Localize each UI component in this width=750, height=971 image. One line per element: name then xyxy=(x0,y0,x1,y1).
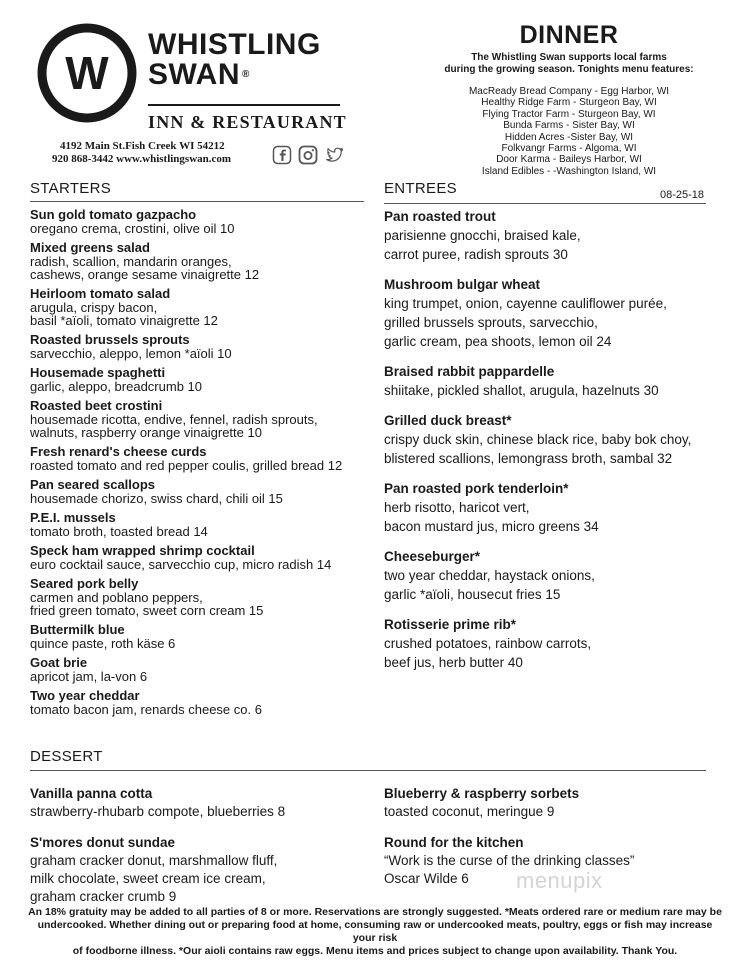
menu-item xyxy=(30,689,370,716)
item-title: Blueberry & raspberry sorbets xyxy=(384,786,580,801)
menu-item xyxy=(30,785,370,821)
brand-divider xyxy=(148,104,340,106)
item-desc: graham cracker crumb 9 xyxy=(30,889,177,904)
farm-item: Hidden Acres -Sister Bay, WI xyxy=(504,131,634,143)
twitter-icon[interactable] xyxy=(324,145,344,165)
item-title: Braised rabbit pappardelle xyxy=(384,364,555,379)
registered-mark: ® xyxy=(242,69,250,80)
dinner-intro-line2: during the growing season. Tonights menu features: xyxy=(444,64,694,75)
menu-item xyxy=(30,241,370,281)
menu-item xyxy=(30,577,370,617)
item-desc: cashews, orange sesame vinaigrette 12 xyxy=(30,267,260,282)
menu-item xyxy=(384,363,724,400)
item-desc: oregano crema, crostini, olive oil 10 xyxy=(30,221,235,236)
item-desc: basil *aïoli, tomato vinaigrette 12 xyxy=(30,313,218,328)
menu-item xyxy=(384,412,724,468)
item-desc: sarvecchio, aleppo, lemon *aïoli 10 xyxy=(30,346,232,361)
item-desc: housemade ricotta, endive, fennel, radish sprouts, xyxy=(30,412,318,427)
dessert-list-left xyxy=(30,785,370,919)
brand-name xyxy=(148,30,321,90)
item-desc: parisienne gnocchi, braised kale, xyxy=(384,228,581,243)
footer-line: undercooked. Whether dining out or preparing food at home, consuming raw or undercooked meats, poultry, eggs or fish may increase your risk xyxy=(37,919,713,944)
entrees-divider xyxy=(384,203,706,204)
dinner-title: DINNER xyxy=(519,21,619,49)
item-desc: walnuts, raspberry orange vinaigrette 10 xyxy=(30,425,262,440)
item-desc: housemade chorizo, swiss chard, chili oil 15 xyxy=(30,491,283,506)
menu-item xyxy=(30,478,370,505)
menu-item xyxy=(384,616,724,672)
dinner-info xyxy=(404,20,734,177)
farm-item: Island Edibles - -Washington Island, WI xyxy=(481,165,657,177)
menu-item xyxy=(30,623,370,650)
farm-item: Flying Tractor Farm - Sturgeon Bay, WI xyxy=(482,108,656,120)
item-title: Goat brie xyxy=(30,655,88,670)
item-title: Two year cheddar xyxy=(30,688,140,703)
item-desc: grilled brussels sprouts, sarvecchio, xyxy=(384,315,598,330)
menu-item xyxy=(30,511,370,538)
menu-item xyxy=(30,287,370,327)
item-desc: strawberry-rhubarb compote, blueberries 8 xyxy=(30,804,286,819)
item-title: Sun gold tomato gazpacho xyxy=(30,207,197,222)
item-title: Buttermilk blue xyxy=(30,622,125,637)
menu-item xyxy=(30,544,370,571)
menu-item xyxy=(30,656,370,683)
menu-item xyxy=(30,445,370,472)
footer-line: An 18% gratuity may be added to all parties of 8 or more. Reservations are strongly suggested. *Meats ordered rare or medium rare may be xyxy=(28,906,722,918)
brand-name-line1: WHISTLING xyxy=(148,28,321,61)
item-desc: quince paste, roth käse 6 xyxy=(30,636,176,651)
item-desc: carmen and poblano peppers, xyxy=(30,590,203,605)
menu-item xyxy=(384,480,724,536)
menu-item xyxy=(30,208,370,235)
menu-item xyxy=(30,333,370,360)
item-title: Pan roasted trout xyxy=(384,209,496,224)
item-title: Roasted brussels sprouts xyxy=(30,332,190,347)
starters-list xyxy=(30,208,370,722)
item-desc: milk chocolate, sweet cream ice cream, xyxy=(30,871,266,886)
farm-item: Folkvangr Farms - Algoma, WI xyxy=(501,143,637,155)
menu-item xyxy=(384,785,724,821)
item-desc: carrot puree, radish sprouts 30 xyxy=(384,247,568,262)
item-desc: toasted coconut, meringue 9 xyxy=(384,804,555,819)
item-desc: garlic, aleppo, breadcrumb 10 xyxy=(30,379,202,394)
menu-date: 08-25-18 xyxy=(659,189,704,201)
address: 4192 Main St.Fish Creek WI 54212 xyxy=(60,140,225,152)
instagram-icon[interactable] xyxy=(298,145,318,165)
item-title: Round for the kitchen xyxy=(384,835,524,850)
entrees-list xyxy=(384,208,724,684)
menu-item xyxy=(384,208,724,264)
item-title: Rotisserie prime rib* xyxy=(384,617,517,632)
item-desc: euro cocktail sauce, sarvecchio cup, micro radish 14 xyxy=(30,557,332,572)
brand-name-line2: SWAN ® xyxy=(148,58,250,91)
item-title: Cheeseburger* xyxy=(384,549,481,564)
item-title: S'mores donut sundae xyxy=(30,835,175,850)
logo-letter: W xyxy=(65,47,109,99)
item-desc: fried green tomato, sweet corn cream 15 xyxy=(30,603,264,618)
item-desc: radish, scallion, mandarin oranges, xyxy=(30,254,232,269)
item-title: Mushroom bulgar wheat xyxy=(384,277,541,292)
item-desc: crispy duck skin, chinese black rice, baby bok choy, xyxy=(384,432,692,447)
menu-item xyxy=(30,834,370,906)
watermark: menupix xyxy=(516,868,603,893)
item-desc: apricot jam, la-von 6 xyxy=(30,669,148,684)
item-desc: beef jus, herb butter 40 xyxy=(384,655,523,670)
item-desc: tomato broth, toasted bread 14 xyxy=(30,524,208,539)
item-desc: arugula, crispy bacon, xyxy=(30,300,158,315)
item-desc: graham cracker donut, marshmallow fluff, xyxy=(30,853,278,868)
menu-item xyxy=(30,366,370,393)
item-desc: herb risotto, haricot vert, xyxy=(384,500,530,515)
item-title: Vanilla panna cotta xyxy=(30,786,153,801)
footer-notice xyxy=(28,906,722,958)
farm-item: MacReady Bread Company - Egg Harbor, WI xyxy=(468,86,670,97)
item-title: Pan roasted pork tenderloin* xyxy=(384,481,569,496)
farm-item: Bunda Farms - Sister Bay, WI xyxy=(503,120,635,132)
social-icons xyxy=(272,145,344,165)
item-title: Roasted beet crostini xyxy=(30,398,163,413)
farm-item: Door Karma - Baileys Harbor, WI xyxy=(496,154,642,166)
dessert-divider xyxy=(30,770,706,771)
dinner-intro-line1: The Whistling Swan supports local farms xyxy=(471,52,667,63)
dessert-heading: DESSERT xyxy=(30,748,103,765)
item-desc: king trumpet, onion, cayenne cauliflower purée, xyxy=(384,296,667,311)
item-desc: bacon mustard jus, micro greens 34 xyxy=(384,519,599,534)
item-title: Heirloom tomato salad xyxy=(30,286,171,301)
starters-heading: STARTERS xyxy=(30,180,112,197)
item-title: Mixed greens salad xyxy=(30,240,150,255)
menu-item xyxy=(30,399,370,439)
item-desc: Oscar Wilde 6 xyxy=(384,871,469,886)
menu-item xyxy=(384,276,724,351)
starters-divider xyxy=(30,201,364,202)
item-desc: blistered scallions, lemongrass broth, sambal 32 xyxy=(384,451,673,466)
dinner-intro xyxy=(404,52,734,76)
item-desc: “Work is the curse of the drinking classes” xyxy=(384,853,635,868)
item-title: Pan seared scallops xyxy=(30,477,156,492)
item-title: Speck ham wrapped shrimp cocktail xyxy=(30,543,255,558)
facebook-icon[interactable] xyxy=(272,145,292,165)
farm-item: Healthy Ridge Farm - Sturgeon Bay, WI xyxy=(481,97,657,109)
item-desc: two year cheddar, haystack onions, xyxy=(384,568,595,583)
contact-info xyxy=(52,140,231,166)
item-desc: crushed potatoes, rainbow carrots, xyxy=(384,636,592,651)
item-desc: shiitake, pickled shallot, arugula, hazelnuts 30 xyxy=(384,383,659,398)
item-title: P.E.I. mussels xyxy=(30,510,116,525)
phone-website: 920 868-3442 www.whistlingswan.com xyxy=(52,153,232,165)
item-title: Grilled duck breast* xyxy=(384,413,512,428)
menu-item xyxy=(384,548,724,604)
item-desc: garlic *aïoli, housecut fries 15 xyxy=(384,587,561,602)
footer-line: of foodborne illness. *Our aioli contains raw eggs. Menu items and prices subject to change upon availability. Thank You. xyxy=(72,945,678,957)
farm-list xyxy=(404,86,734,177)
item-desc: tomato bacon jam, renards cheese co. 6 xyxy=(30,702,262,717)
item-title: Housemade spaghetti xyxy=(30,365,166,380)
item-title: Fresh renard's cheese curds xyxy=(30,444,207,459)
entrees-heading: ENTREES xyxy=(384,180,457,197)
logo-circle-icon xyxy=(36,22,138,124)
brand-subtitle: INN & RESTAURANT xyxy=(148,112,347,132)
item-desc: roasted tomato and red pepper coulis, grilled bread 12 xyxy=(30,458,343,473)
item-desc: garlic cream, pea shoots, lemon oil 24 xyxy=(384,334,612,349)
item-title: Seared pork belly xyxy=(30,576,139,591)
